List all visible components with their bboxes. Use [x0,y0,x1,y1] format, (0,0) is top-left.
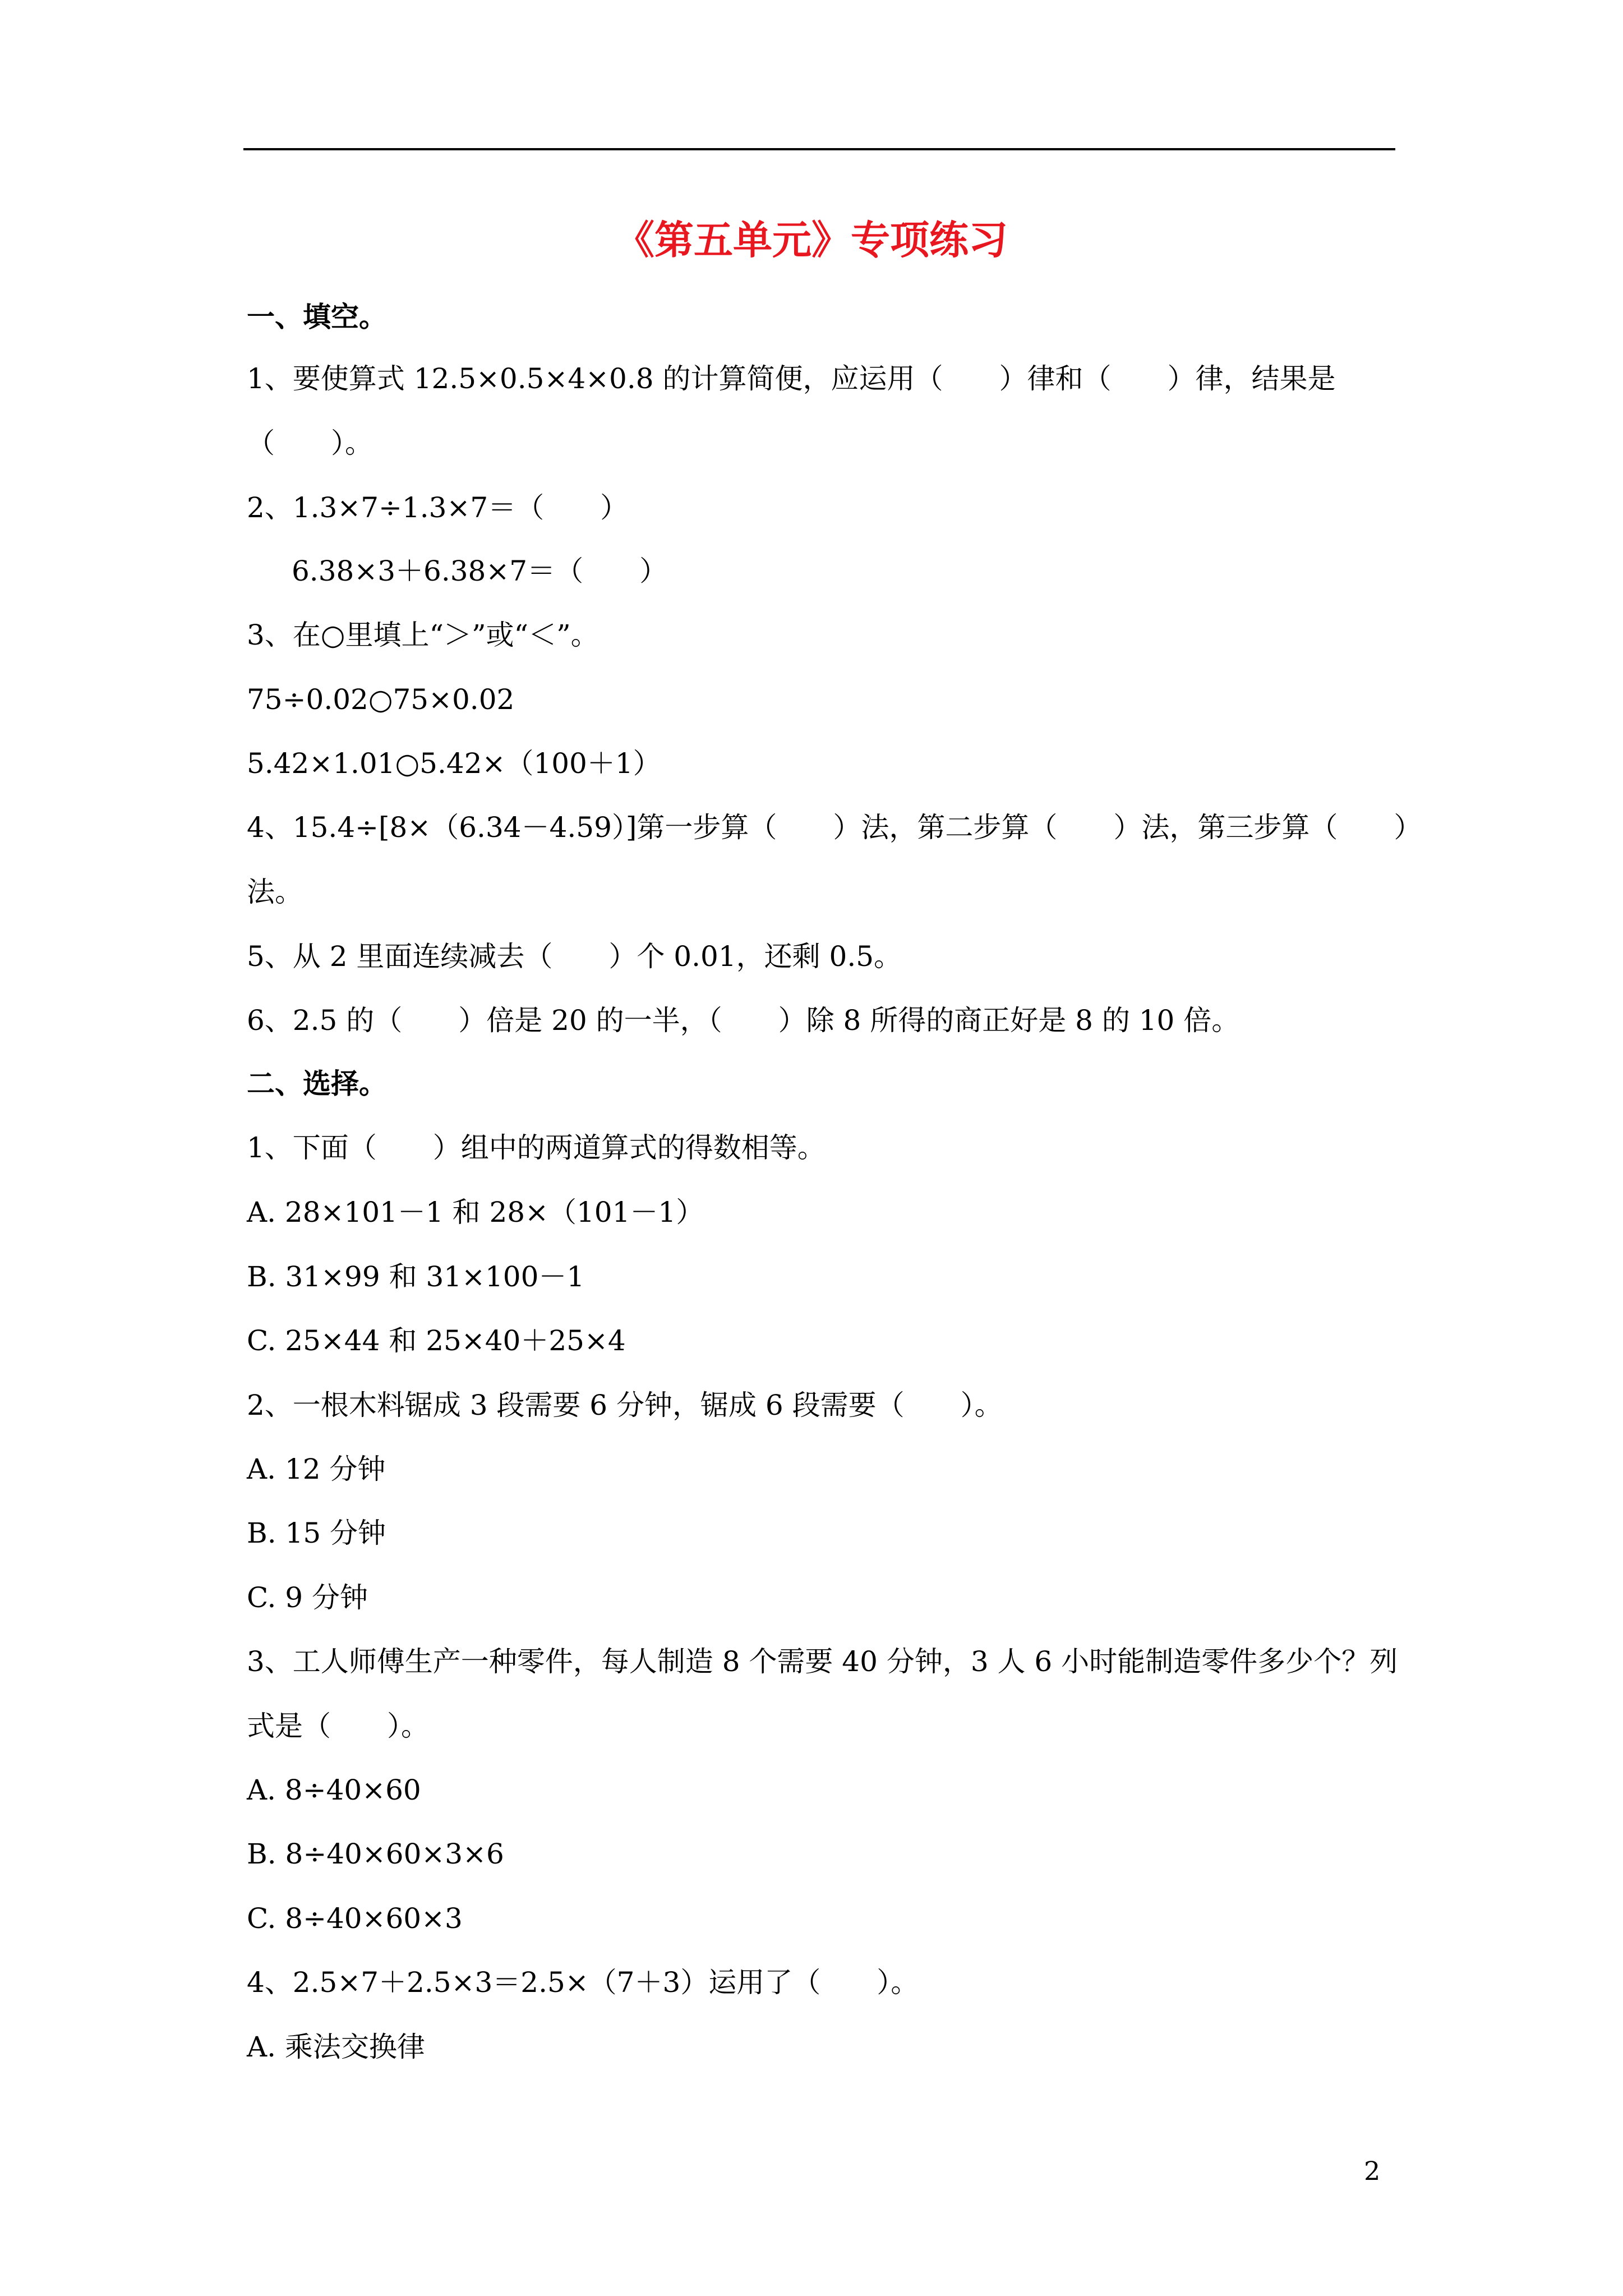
question-line: 3、工人师傅生产一种零件，每人制造 8 个需要 40 分钟，3 人 6 小时能制造零件多少个？列 [247,1645,1398,1678]
section-heading-choice: 二、选择。 [247,1067,387,1100]
question-line: 1、要使算式 12.5×0.5×4×0.8 的计算简便，应运用（ ）律和（ ）律，结果是 [247,362,1336,395]
question-line: 3、在○里填上“＞”或“＜”。 [247,619,599,651]
option-line: C. 25×44 和 25×40＋25×4 [247,1324,626,1357]
option-line: B. 8÷40×60×3×6 [247,1838,504,1870]
section-heading-fill-in: 一、填空。 [247,300,387,333]
question-line: 1、下面（ ）组中的两道算式的得数相等。 [247,1131,826,1164]
question-line: 5、从 2 里面连续减去（ ）个 0.01，还剩 0.5。 [247,940,902,973]
question-line: 式是（ ）。 [247,1710,429,1742]
option-line: A. 8÷40×60 [247,1774,421,1806]
option-line: B. 31×99 和 31×100－1 [247,1260,585,1293]
question-line: 6.38×3＋6.38×7＝（ ） [292,555,668,587]
header-rule [243,148,1395,150]
question-line: 2、一根木料锯成 3 段需要 6 分钟，锯成 6 段需要（ ）。 [247,1389,1003,1421]
question-line: 4、15.4÷[8×（6.34－4.59）]第一步算（ ）法，第二步算（ ）法，第三步算（ ） [247,811,1422,844]
option-line: A. 12 分钟 [247,1453,386,1485]
option-line: B. 15 分钟 [247,1517,386,1549]
option-line: A. 28×101－1 和 28×（101－1） [247,1196,704,1228]
option-line: C. 9 分钟 [247,1581,368,1614]
question-line: 6、2.5 的（ ）倍是 20 的一半，（ ）除 8 所得的商正好是 8 的 10 倍。 [247,1004,1240,1037]
question-line: 4、2.5×7＋2.5×3＝2.5×（7＋3）运用了（ ）。 [247,1966,919,1999]
question-line: 2、1.3×7÷1.3×7＝（ ） [247,491,629,524]
document-title: 《第五单元》专项练习 [615,217,1008,263]
option-line: C. 8÷40×60×3 [247,1902,463,1935]
question-line: 法。 [247,876,303,908]
question-line: （ ）。 [247,427,373,459]
question-line: 5.42×1.01○5.42×（100＋1） [247,747,661,780]
page-number: 2 [1364,2156,1381,2186]
question-line: 75÷0.02○75×0.02 [247,683,515,716]
option-line: A. 乘法交换律 [247,2031,425,2063]
